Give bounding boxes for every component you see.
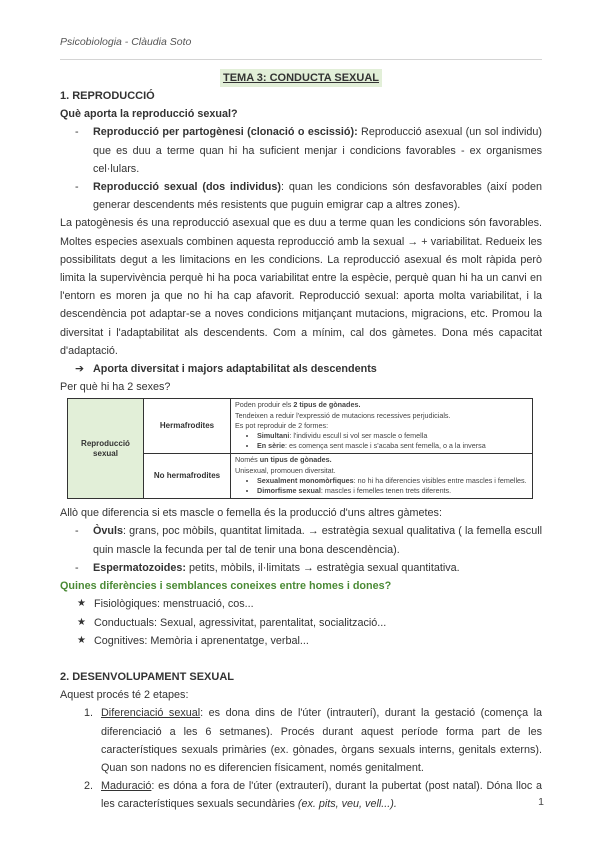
list-item-term: Òvuls [93, 525, 124, 538]
list-item-text [93, 559, 542, 577]
numbered-item-description: : es dona dins de l'úter (intrauterí), durant la gestació (comença la diferenciació a les 6 setmanes). Procés durant aquest període forma part de les característiques sexuals primàries (ex. gònades, òrgans sexuals interns, genitals externs). Quan son nadons no es diferencien físicament, només genitalment. [101, 707, 542, 774]
dash-bullet: - [75, 181, 79, 194]
table-row [68, 399, 533, 454]
list-item: • Sexualment monomòrfiques: no hi ha diferencies visibles entre mascles i femelles. [257, 476, 528, 486]
list-item-description: petits, mòbils, il·limitats → estratègia sexual quantitativa. [186, 561, 460, 574]
cell-line: Poden produir els 2 tipus de gònades. [235, 400, 361, 410]
cell-line: Es pot reproduir de 2 formes: [235, 420, 329, 430]
page-number: 1 [538, 796, 544, 808]
list-item: • Simultani: l'individu escull si vol ser mascle o femella [257, 431, 528, 441]
star-icon: ★ [77, 598, 86, 610]
list-item-description: : quan les condicions són desfavorables (així poden generar descendents més resistents que puguin emigrar cap a altres zones). [93, 181, 542, 212]
list-item-text: Conductuals: Sexual, agressivitat, parentalitat, socialització... [94, 616, 387, 629]
cell-bullet-list [235, 431, 528, 451]
why-two-sexes-question: Per què hi ha 2 sexes? [60, 381, 171, 394]
arrow-right-icon: ➔ [75, 363, 85, 376]
header-divider [60, 59, 542, 60]
list-item-term: Reproducció sexual (dos individus) [93, 181, 281, 194]
page-header: Psicobiologia - Clàudia Soto [60, 36, 192, 48]
table-cell [231, 454, 533, 499]
numbered-item-term: Diferenciació sexual [101, 707, 201, 720]
list-item-text: Cognitives: Memòria i aprenentatge, verbal... [94, 634, 309, 647]
item-number: 2. [83, 780, 93, 793]
spacer [60, 650, 542, 668]
list-item [60, 522, 542, 558]
cell-bullet-list [235, 476, 528, 496]
dash-bullet: - [75, 525, 79, 538]
list-item [60, 595, 542, 613]
dash-bullet: - [75, 126, 79, 139]
list-item-text: Fisiològiques: menstruació, cos... [94, 598, 254, 611]
numbered-item-example: (ex. pits, veu, vell...). [297, 798, 397, 811]
list-item-text [93, 522, 542, 558]
title-wrap [60, 69, 542, 87]
item-number: 1. [83, 707, 93, 720]
gametes-intro: Allò que diferencia si ets mascle o femella és la producció d'uns altres gàmetes: [60, 507, 442, 520]
list-item [60, 614, 542, 632]
reproduction-table [67, 398, 533, 499]
numbered-item [60, 704, 542, 777]
dash-bullet: - [75, 561, 79, 574]
table-row-header: Hermafrodites [144, 399, 231, 454]
list-item-description: Reproducció asexual (un sol individu) que es duu a terme quan hi ha suficient menjar i condicions favorables - ex organismes cel·lulars. [93, 126, 542, 175]
star-icon: ★ [77, 616, 86, 628]
arrow-conclusion-text: Aporta diversitat i majors adaptabilitat als descendents [93, 363, 377, 376]
reproduction-paragraph: La patogènesis és una reproducció asexual que es duu a terme quan les condicions són favorables. Moltes especies asexuals combinen aquesta reproducció amb la sexual → + variabilitat. Redueix les possibilitats degut a les limitacions en les condicions. La reproducció asexual és molt ràpida però limita la supervivència perquè hi ha poca variabilitat entre la espècie, perquè quan hi ha un canvi en l'entorn es moren ja que no hi ha cap afavorit. Reproducció sexual: aporta molta variabilitat, i la descendència pot adaptar-se a noves condicions mitjançant mutacions, migracions, etc. Promou la diversitat i l'adaptabilitat als descendents. Com a mínim, cal dos gàmetes. Dona més capacitat d'adaptació. [60, 217, 542, 357]
section-1-question: Què aporta la reproducció sexual? [60, 108, 238, 121]
list-item: • Dimorfisme sexual: mascles i femelles tenen trets diferents. [257, 486, 528, 496]
numbered-item-text [101, 704, 542, 777]
list-item-term: Espermatozoides: [93, 561, 186, 574]
cell-line: Unisexual, promouen diversitat. [235, 465, 336, 475]
list-item [60, 632, 542, 650]
cell-bold-text: un tipus de gònades. [259, 455, 332, 465]
differences-question: Quines diferències i semblances coneixes entre homes i dones? [60, 580, 392, 593]
table-group-header: Reproducció sexual [68, 399, 144, 499]
cell-bold-text: 2 tipus de gònades. [293, 400, 361, 410]
list-item-text [93, 123, 542, 178]
table-row-header: No hermafrodites [144, 454, 231, 499]
arrow-conclusion [60, 360, 542, 378]
list-item [60, 178, 542, 214]
star-icon: ★ [77, 634, 86, 646]
section-1-heading: 1. REPRODUCCIÓ [60, 90, 155, 102]
list-item [60, 123, 542, 178]
section-2-heading: 2. DESENVOLUPAMENT SEXUAL [60, 670, 234, 683]
list-item: • En sèrie: es comença sent mascle i s'acaba sent femella, o a la inversa [257, 441, 528, 451]
section-2-intro: Aquest procés té 2 etapes: [60, 689, 189, 702]
document-title: TEMA 3: CONDUCTA SEXUAL [220, 69, 382, 87]
list-item [60, 559, 542, 577]
numbered-item-text [101, 777, 542, 813]
document-body [60, 69, 542, 814]
list-item-term: Reproducció per partogènesi (clonació o escissió): [93, 126, 358, 139]
cell-line: Tendeixen a reduir l'expressió de mutacions recessives perjudicials. [235, 410, 451, 420]
table-cell [231, 399, 533, 454]
cell-line: Només un tipus de gònades. [235, 455, 332, 465]
list-item-text [93, 178, 542, 214]
numbered-item [60, 777, 542, 813]
numbered-item-description: : es dóna a fora de l'úter (extrauterí), durant la pubertat (post natal). Dóna lloc a les característiques sexuals secundàries [101, 780, 542, 811]
numbered-item-term: Maduració [101, 780, 152, 793]
list-item-description: : grans, poc mòbils, quantitat limitada. → estratègia sexual qualitativa ( la femella escull quin mascle la fecunda per tal de tenir una bona descendència). [93, 525, 542, 556]
